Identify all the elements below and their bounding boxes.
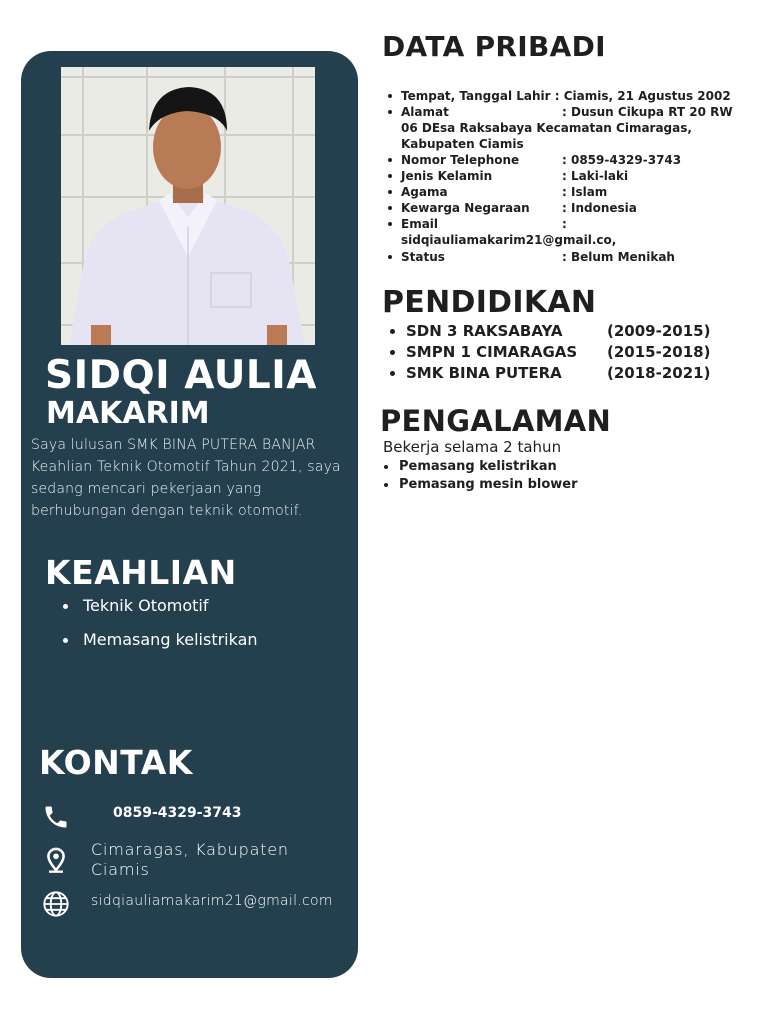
skill-item: Memasang kelistrikan — [63, 630, 258, 650]
citizenship-label: Kewarga Negaraan — [401, 201, 530, 215]
experience-list — [384, 458, 578, 494]
globe-icon — [42, 890, 70, 918]
citizenship-value: : Indonesia — [562, 201, 637, 215]
education-list — [388, 321, 710, 384]
personal-phone — [386, 152, 756, 168]
location-pin-icon — [42, 846, 70, 874]
email-label: Email — [401, 217, 439, 231]
phone-icon — [42, 803, 70, 831]
contact-heading: KONTAK — [39, 743, 193, 782]
school-years: (2009-2015) — [607, 322, 711, 340]
skills-list — [63, 596, 258, 664]
skills-heading: KEAHLIAN — [45, 553, 237, 592]
education-item — [388, 342, 710, 363]
email-value: : — [562, 217, 567, 231]
personal-religion — [386, 184, 756, 200]
experience-item: Pemasang mesin blower — [384, 476, 578, 494]
address-label: Alamat — [401, 105, 449, 119]
status-value: : Belum Menikah — [562, 250, 675, 264]
address-continuation: 06 DEsa Raksabaya Kecamatan Cimaragas, Kabupaten Ciamis — [401, 121, 692, 151]
sidebar — [21, 51, 358, 978]
contact-address: Cimaragas, Kabupaten Ciamis — [91, 840, 289, 879]
birth-value: : Ciamis, 21 Agustus 2002 — [554, 89, 731, 103]
phone-label: Nomor Telephone — [401, 153, 520, 167]
skill-item: Teknik Otomotif — [63, 596, 258, 616]
about-text: Saya lulusan SMK BINA PUTERA BANJAR Keahlian Teknik Otomotif Tahun 2021, saya sedang mencari pekerjaan yang berhubungan dengan teknik otomotif. — [31, 437, 341, 519]
school-years: (2015-2018) — [607, 343, 711, 361]
school-name: SDN 3 RAKSABAYA — [406, 322, 563, 340]
experience-item: Pemasang kelistrikan — [384, 458, 578, 476]
birth-label: Tempat, Tanggal Lahir — [401, 89, 551, 103]
school-years: (2018-2021) — [607, 364, 711, 382]
personal-email — [386, 216, 756, 248]
status-label: Status — [401, 250, 445, 264]
religion-value: : Islam — [562, 185, 608, 199]
personal-status — [386, 249, 756, 265]
personal-heading: DATA PRIBADI — [382, 30, 606, 63]
phone-value: : 0859-4329-3743 — [562, 153, 682, 167]
gender-value: : Laki-laki — [562, 169, 629, 183]
personal-address — [386, 104, 756, 152]
school-name: SMK BINA PUTERA — [406, 364, 562, 382]
school-name: SMPN 1 CIMARAGAS — [406, 343, 578, 361]
experience-intro: Bekerja selama 2 tahun — [383, 438, 562, 456]
personal-citizenship — [386, 200, 756, 216]
experience-heading: PENGALAMAN — [380, 404, 612, 438]
profile-photo — [61, 67, 315, 345]
email-continuation: sidqiauliamakarim21@gmail.co, — [401, 233, 617, 247]
education-heading: PENDIDIKAN — [382, 285, 597, 320]
personal-birth — [386, 88, 756, 104]
education-item — [388, 363, 710, 384]
education-item — [388, 321, 710, 342]
name-first: SIDQI AULIA — [45, 353, 317, 398]
religion-label: Agama — [401, 185, 448, 199]
contact-email: sidqiauliamakarim21@gmail.com — [91, 893, 333, 909]
personal-gender — [386, 168, 756, 184]
contact-phone: 0859-4329-3743 — [113, 805, 242, 821]
gender-label: Jenis Kelamin — [401, 169, 493, 183]
personal-data-list — [386, 88, 756, 265]
name-last: MAKARIM — [46, 396, 210, 431]
address-value: : Dusun Cikupa RT 20 RW — [562, 105, 733, 119]
